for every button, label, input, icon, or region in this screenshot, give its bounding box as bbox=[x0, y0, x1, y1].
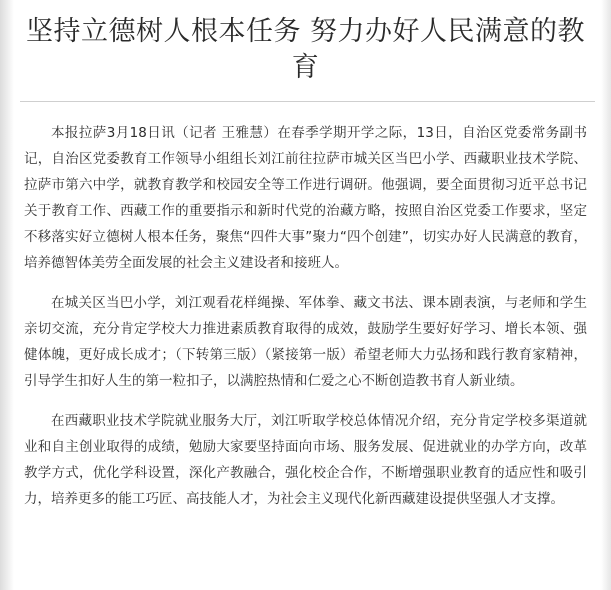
article-paragraph-3: 在西藏职业技术学院就业服务大厅，刘江听取学校总体情况介绍，充分肯定学校多渠道就业和自主创业取得的成绩，勉励大家要坚持面向市场、服务发展、促进就业的办学方向，改革教学方式，优化学科设置，深化产教融合，强化校企合作，不断增强职业教育的适应性和吸引力，培养更多的能工巧匠、高技能人才，为社会主义现代化新西藏建设提供坚强人才支撑。 bbox=[24, 413, 587, 507]
article-headline: 坚持立德树人根本任务 努力办好人民满意的教育 bbox=[25, 16, 586, 83]
page-left-edge bbox=[0, 0, 14, 590]
headline-divider bbox=[20, 101, 595, 102]
article-paragraph-1: 本报拉萨3月18日讯（记者 王雅慧）在春季学期开学之际，13日，自治区党委常务副书记，自治区党委教育工作领导小组组长刘江前往拉萨市城关区当巴小学、西藏职业技术学院、拉萨市第六中学，就教育教学和校园安全等工作进行调研。他强调，要全面贯彻习近平总书记关于教育工作、西藏工作的重要指示和新时代党的治藏方略，按照自治区党委工作要求，坚定不移落实好立德树人根本任务，聚焦“四件大事”聚力“四个创建”，切实办好人民满意的教育，培养德智体美劳全面发展的社会主义建设者和接班人。 bbox=[24, 125, 587, 271]
article-body bbox=[24, 120, 587, 526]
article-paragraph-2: 在城关区当巴小学，刘江观看花样绳操、军体拳、藏文书法、课本剧表演，与老师和学生亲切交流，充分肯定学校大力推进素质教育取得的成效，鼓励学生要好好学习、增长本领、强健体魄，更好成长成才；（下转第三版）（紧接第一版）希望老师大力弘扬和践行教育家精神，引导学生扣好人生的第一粒扣子，以满腔热情和仁爱之心不断创造教书育人新业绩。 bbox=[24, 295, 587, 389]
page-right-edge bbox=[601, 0, 611, 590]
